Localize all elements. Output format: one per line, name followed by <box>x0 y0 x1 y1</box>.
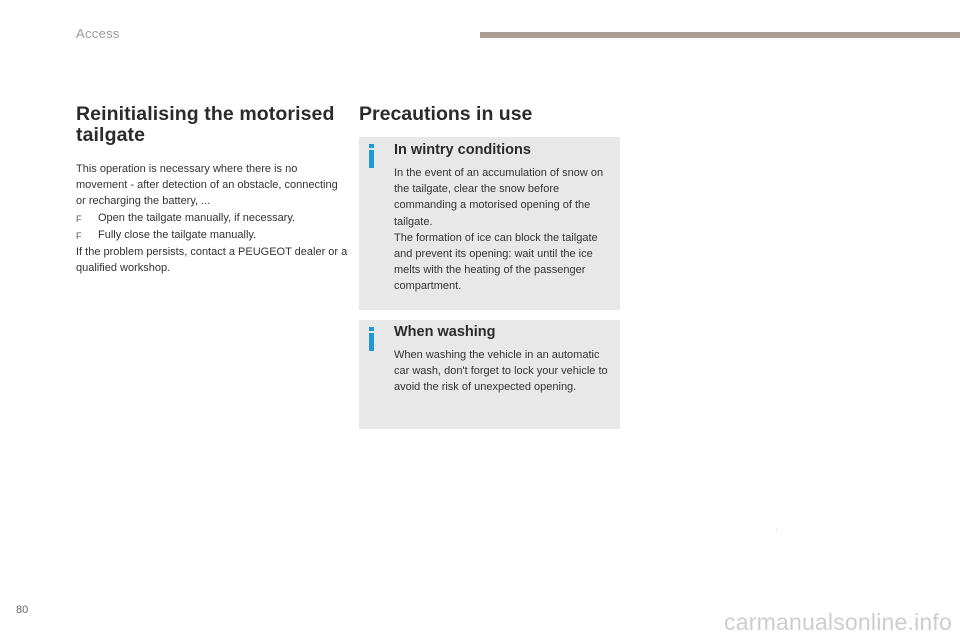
wintry-conditions-note <box>359 137 620 310</box>
page-number: 80 <box>16 604 29 616</box>
wintry-heading: In wintry conditions <box>394 142 531 158</box>
washing-paragraph: When washing the vehicle in an automatic car wash, don't forget to lock your vehicle to avoid the risk of unexpected opening. <box>394 349 608 394</box>
wintry-paragraph: In the event of an accumulation of snow on the tailgate, clear the snow before commanding a motorised opening of the tailgate. <box>394 167 604 228</box>
info-icon <box>369 150 374 168</box>
washing-heading: When washing <box>394 324 496 340</box>
step-item <box>76 227 348 244</box>
wintry-text <box>394 165 616 295</box>
washing-text <box>394 347 616 396</box>
precautions-title: Precautions in use <box>359 103 533 125</box>
intro-paragraph: This operation is necessary where there is no movement - after detection of an obstacle, connecting or recharging the battery, ... <box>76 163 338 208</box>
info-icon-dot <box>369 144 374 148</box>
wintry-paragraph: The formation of ice can block the tailgate and prevent its opening: wait until the ice melts with the heating of the passenger compartment. <box>394 231 598 293</box>
info-icon-dot <box>369 327 374 331</box>
section-label: Access <box>76 26 120 41</box>
info-icon <box>369 333 374 351</box>
bullet-marker-icon: F <box>76 213 82 224</box>
outro-paragraph: If the problem persists, contact a PEUGEOT dealer or a qualified workshop. <box>76 246 348 275</box>
washing-note <box>359 320 620 429</box>
reinitialising-section <box>76 104 348 276</box>
reinitialising-body <box>76 161 348 276</box>
step-text: Open the tailgate manually, if necessary. <box>98 211 296 224</box>
watermark[interactable]: carmanualsonline.info <box>724 609 952 635</box>
step-text: Fully close the tailgate manually. <box>98 228 257 241</box>
header-divider-bar <box>480 32 960 38</box>
step-item <box>76 210 348 227</box>
reinitialising-title: Reinitialising the motorised tailgate <box>76 103 335 146</box>
print-speck <box>776 529 777 530</box>
bullet-marker-icon: F <box>76 230 82 241</box>
